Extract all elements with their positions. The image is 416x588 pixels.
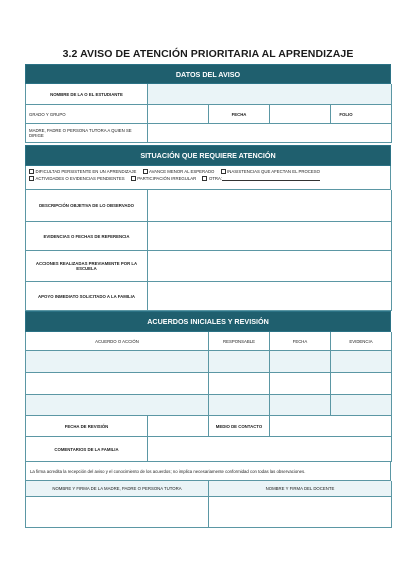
situation-grid xyxy=(25,190,391,311)
checkbox-actividades[interactable]: ACTIVIDADES O EVIDENCIAS PENDIENTES xyxy=(29,176,125,182)
review-grid xyxy=(25,416,391,462)
checkbox-participacion[interactable]: PARTICIPACIÓN IRREGULAR xyxy=(131,176,196,182)
checkbox-avance[interactable]: AVANCE MENOR AL ESPERADO xyxy=(143,169,215,175)
student-name-field[interactable] xyxy=(148,84,392,105)
checkbox-square-icon xyxy=(221,169,226,174)
family-comments-field[interactable] xyxy=(148,437,392,462)
col-header-evidencia: EVIDENCIA xyxy=(331,332,392,351)
col-header-responsable: RESPONSABLE xyxy=(209,332,270,351)
signature-teacher-field[interactable] xyxy=(209,497,392,528)
checkbox-otra[interactable]: OTRA: xyxy=(202,176,320,182)
agreement-row-2-action[interactable] xyxy=(26,373,209,395)
checkbox-square-icon xyxy=(131,176,136,181)
previous-actions-label: ACCIONES REALIZADAS PREVIAMENTE POR LA ESCUELA xyxy=(26,251,148,282)
signature-note: La firma acredita la recepción del aviso y el conocimiento de los acuerdos; no implica necesariamente conformidad con todas las observaciones. xyxy=(25,462,391,481)
signature-teacher-label: NOMBRE Y FIRMA DEL DOCENTE xyxy=(209,481,392,497)
agreements-table xyxy=(25,332,391,416)
agreement-row-3-responsible[interactable] xyxy=(209,395,270,416)
folio-label: FOLIO xyxy=(339,111,353,117)
priority-notice-form xyxy=(25,64,391,528)
checkbox-square-icon xyxy=(143,169,148,174)
family-support-label: APOYO INMEDIATO SOLICITADO A LA FAMILIA xyxy=(26,282,148,311)
section-header-datos: DATOS DEL AVISO xyxy=(25,64,391,84)
col-header-fecha: FECHA xyxy=(270,332,331,351)
datos-grid xyxy=(25,84,391,143)
description-label: DESCRIPCIÓN OBJETIVA DE LO OBSERVADO xyxy=(26,190,148,222)
signature-family-label: NOMBRE Y FIRMA DE LA MADRE, PADRE O PERSONA TUTORA xyxy=(26,481,209,497)
checkbox-square-icon xyxy=(29,169,34,174)
agreement-row-3-date[interactable] xyxy=(270,395,331,416)
contact-field[interactable] xyxy=(270,416,392,437)
family-comments-label: COMENTARIOS DE LA FAMILIA xyxy=(26,437,148,462)
review-date-field[interactable] xyxy=(148,416,209,437)
col-header-acuerdo: ACUERDO O ACCIÓN xyxy=(26,332,209,351)
tutor-field[interactable] xyxy=(148,124,392,143)
situation-checkbox-group xyxy=(25,166,391,190)
tutor-label: MADRE, PADRE O PERSONA TUTORA A QUIEN SE DIRIGE xyxy=(26,124,148,143)
review-date-label: FECHA DE REVISIÓN xyxy=(26,416,148,437)
family-support-field[interactable] xyxy=(148,282,392,311)
checkbox-square-icon xyxy=(202,176,207,181)
agreement-row-3-evidence[interactable] xyxy=(331,395,392,416)
signature-family-field[interactable] xyxy=(26,497,209,528)
agreement-row-1-date[interactable] xyxy=(270,351,331,373)
agreement-row-2-responsible[interactable] xyxy=(209,373,270,395)
description-field[interactable] xyxy=(148,190,392,222)
evidence-label: EVIDENCIAS O FECHAS DE REFERENCIA xyxy=(26,222,148,251)
folio-cell xyxy=(331,105,392,124)
checkbox-square-icon xyxy=(29,176,34,181)
page-title: 3.2 AVISO DE ATENCIÓN PRIORITARIA AL APRENDIZAJE xyxy=(62,48,354,60)
agreement-row-1-evidence[interactable] xyxy=(331,351,392,373)
grade-label: GRADO Y GRUPO xyxy=(26,105,148,124)
agreement-row-1-responsible[interactable] xyxy=(209,351,270,373)
section-header-situacion: SITUACIÓN QUE REQUIERE ATENCIÓN xyxy=(25,145,391,166)
checkbox-inasistencias[interactable]: INASISTENCIAS QUE AFECTAN EL PROCESO xyxy=(221,169,320,175)
previous-actions-field[interactable] xyxy=(148,251,392,282)
contact-label: MEDIO DE CONTACTO xyxy=(209,416,270,437)
grade-field[interactable] xyxy=(148,105,209,124)
agreement-row-2-date[interactable] xyxy=(270,373,331,395)
section-header-acuerdos: ACUERDOS INICIALES Y REVISIÓN xyxy=(25,311,391,332)
agreement-row-1-action[interactable] xyxy=(26,351,209,373)
other-blank-line[interactable] xyxy=(222,176,320,181)
agreement-row-2-evidence[interactable] xyxy=(331,373,392,395)
signature-grid xyxy=(25,481,391,528)
date-label: FECHA xyxy=(209,105,270,124)
evidence-field[interactable] xyxy=(148,222,392,251)
date-field[interactable] xyxy=(270,105,331,124)
student-name-label: NOMBRE DE LA O EL ESTUDIANTE xyxy=(26,84,148,105)
checkbox-dificultad[interactable]: DIFICULTAD PERSISTENTE EN UN APRENDIZAJE xyxy=(29,169,136,175)
agreement-row-3-action[interactable] xyxy=(26,395,209,416)
